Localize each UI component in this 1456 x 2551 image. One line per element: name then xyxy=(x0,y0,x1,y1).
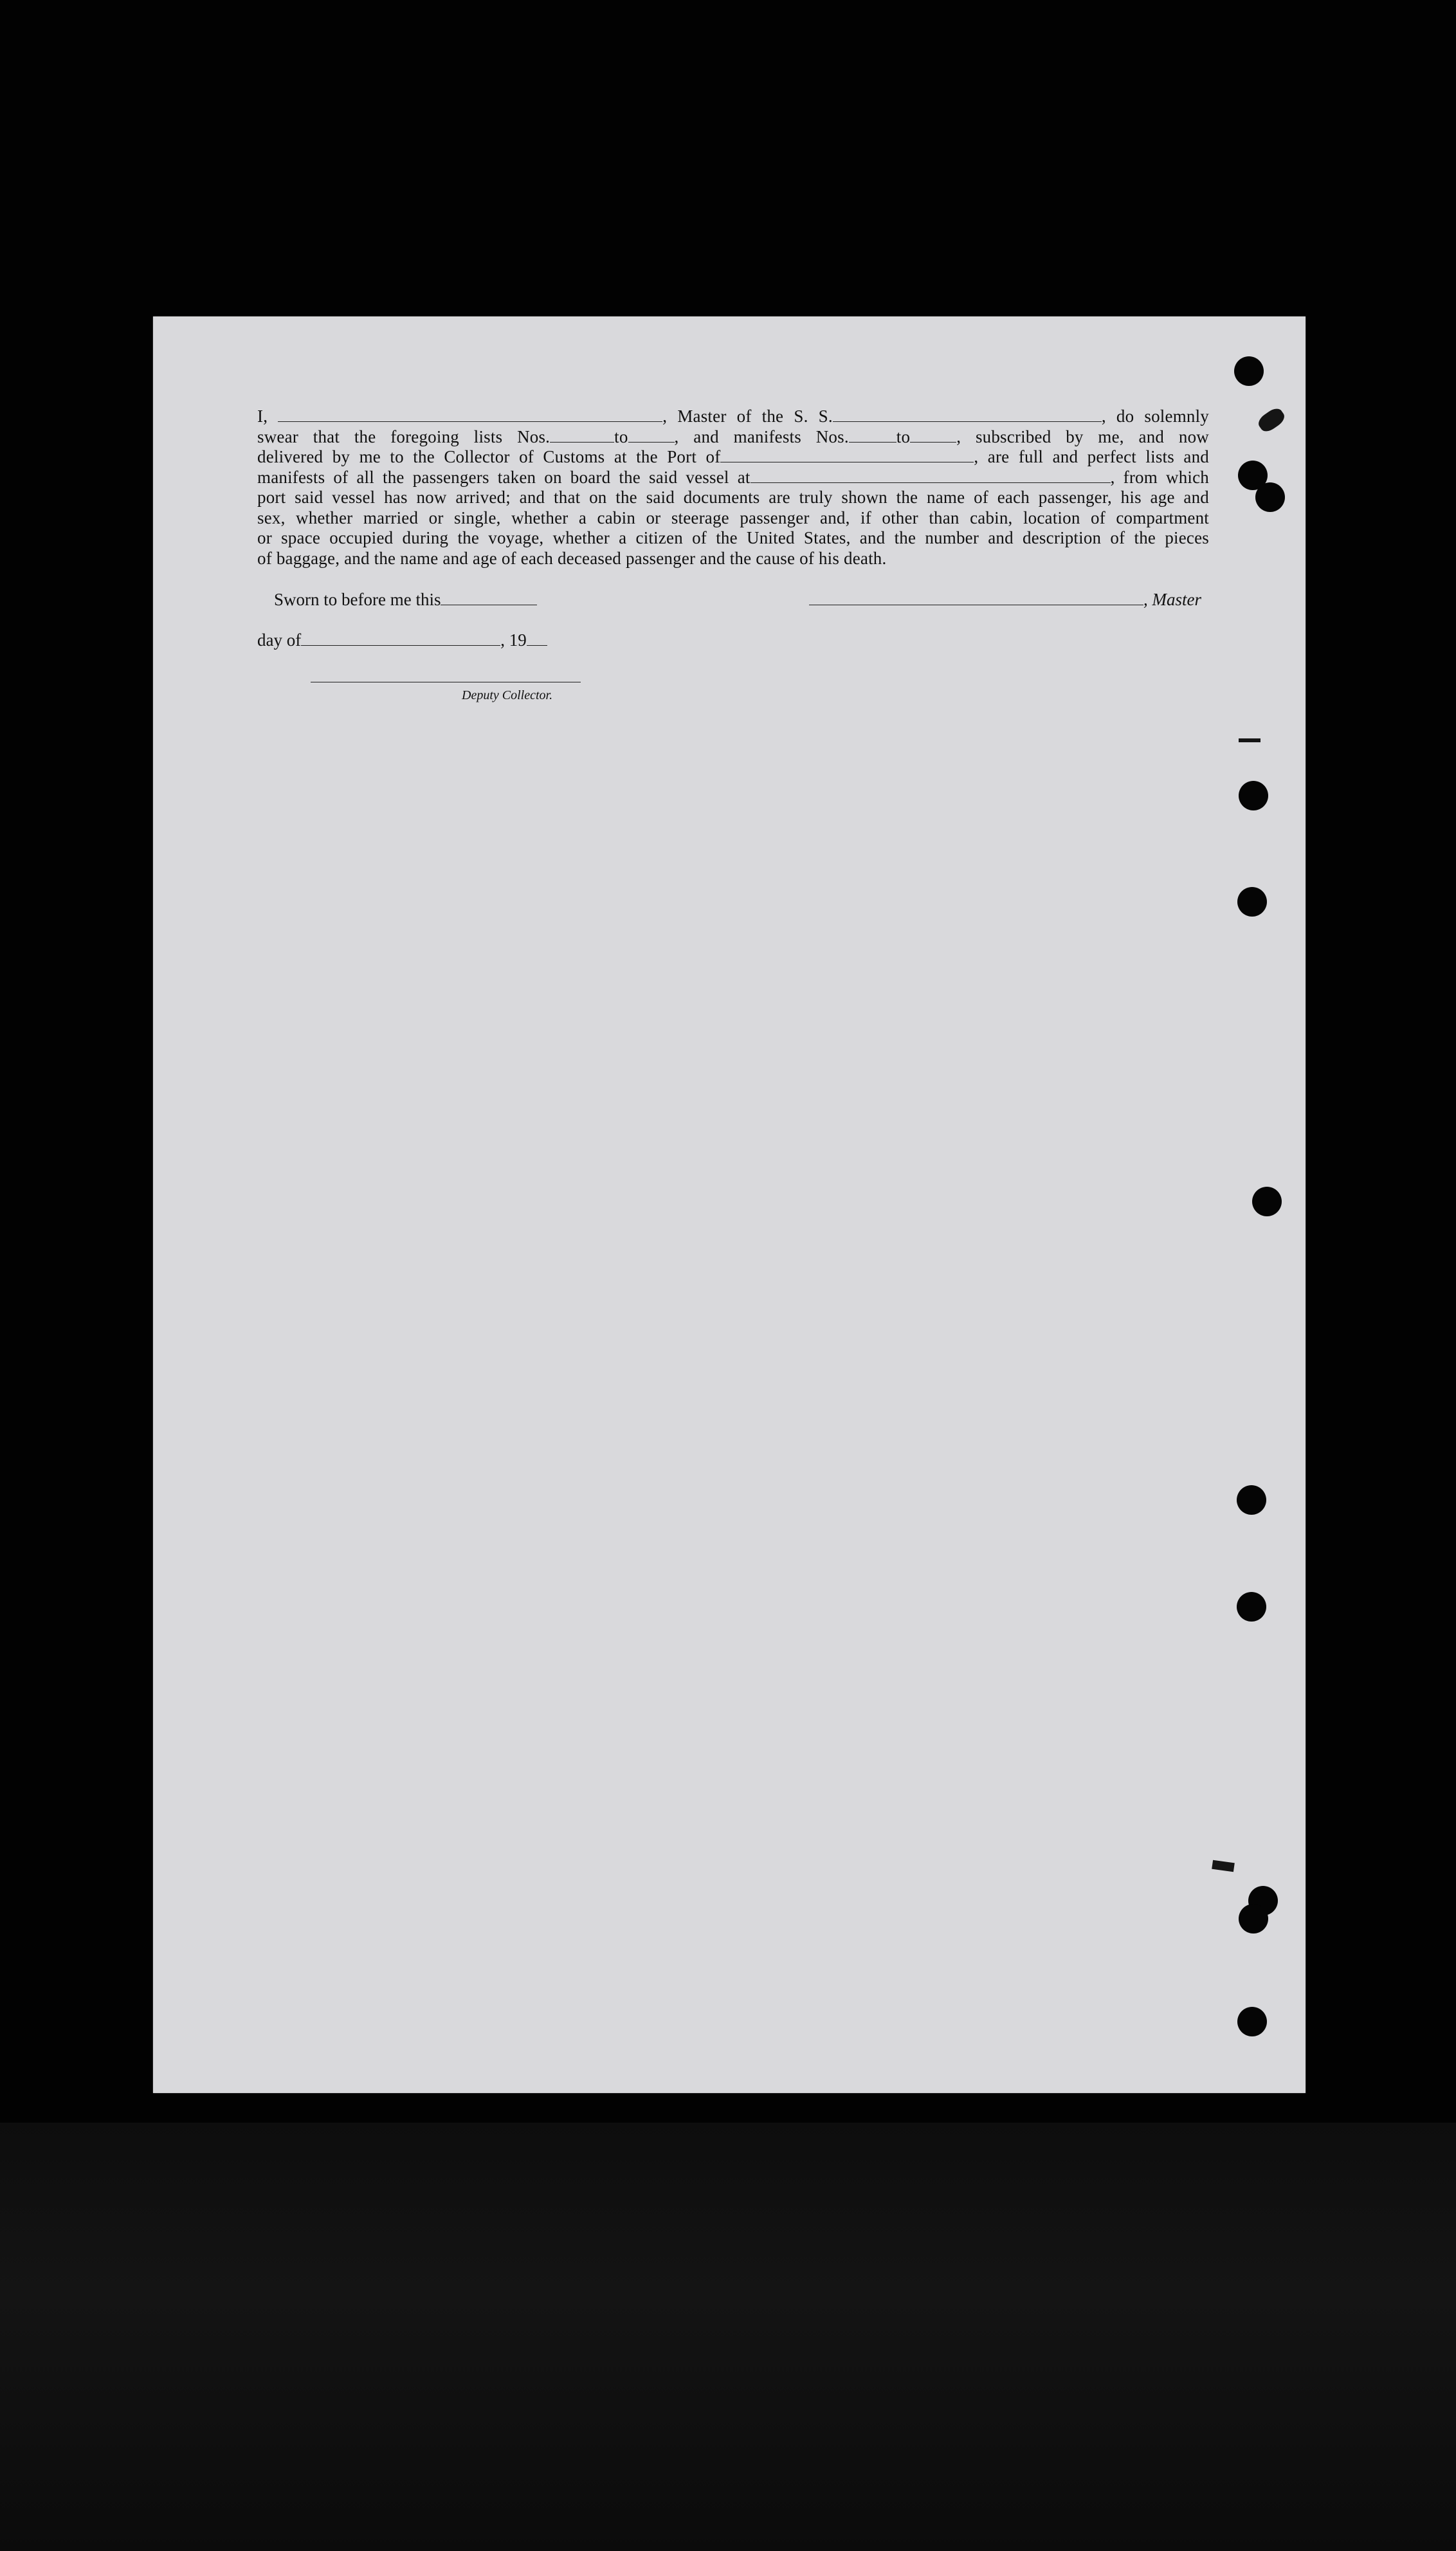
oath-line xyxy=(257,407,1209,427)
fill-in-blank xyxy=(720,449,974,462)
fill-in-blank xyxy=(849,429,896,443)
master-label: , Master xyxy=(1143,590,1201,609)
master-signature-line xyxy=(809,590,1201,610)
ink-smudge xyxy=(1255,405,1287,434)
scan-bottom-band xyxy=(0,2123,1456,2551)
punch-hole xyxy=(1237,1592,1266,1622)
fill-in-blank xyxy=(833,408,1102,422)
punch-hole xyxy=(1239,781,1268,810)
oath-text: , and manifests Nos. xyxy=(674,426,849,446)
punch-hole xyxy=(1234,356,1264,386)
oath-line xyxy=(257,427,1209,448)
fill-in-blank xyxy=(628,429,675,443)
oath-paragraph xyxy=(257,407,1209,569)
oath-text: to xyxy=(614,426,628,446)
punch-hole xyxy=(1252,1187,1282,1216)
punch-hole xyxy=(1237,2007,1267,2036)
punch-hole xyxy=(1255,482,1285,512)
oath-text: , Master of the S. S. xyxy=(662,407,833,426)
sworn-date-blank xyxy=(441,592,537,605)
day-of-blank xyxy=(301,632,500,646)
year-blank xyxy=(527,632,547,646)
oath-text: delivered by me to the Collector of Customs at the Port of xyxy=(257,447,721,466)
oath-text: swear that the foregoing lists Nos. xyxy=(257,426,551,446)
oath-text: or space occupied during the voyage, whether a citizen of the United States, and the number and description of the pieces xyxy=(257,528,1209,547)
oath-line xyxy=(257,528,1209,549)
oath-line xyxy=(257,508,1209,529)
oath-text: manifests of all the passengers taken on board the said vessel at xyxy=(257,467,751,487)
oath-text: , from which xyxy=(1110,467,1209,487)
year-prefix: , 19 xyxy=(500,630,527,650)
ink-smudge xyxy=(1212,1860,1235,1872)
manifest-page xyxy=(153,316,1306,2093)
sworn-line xyxy=(274,590,537,610)
oath-text: port said vessel has now arrived; and that on the said documents are truly shown the name of each passenger, his age and xyxy=(257,488,1209,507)
oath-line xyxy=(257,468,1209,488)
punch-hole xyxy=(1237,1485,1266,1515)
punch-hole xyxy=(1237,887,1267,917)
fill-in-blank xyxy=(751,470,1111,483)
oath-text: sex, whether married or single, whether a cabin or steerage passenger and, if other than cabin, location of compartment xyxy=(257,507,1209,527)
deputy-collector-label: Deputy Collector. xyxy=(462,688,553,702)
oath-text: I, xyxy=(257,407,278,426)
punch-hole xyxy=(1239,1904,1268,1934)
day-of-text: day of xyxy=(257,630,302,650)
sworn-text: Sworn to before me this xyxy=(274,590,441,609)
fill-in-blank xyxy=(550,429,614,443)
fill-in-blank xyxy=(278,408,662,422)
oath-text: , subscribed by me, and now xyxy=(956,426,1210,446)
oath-text: of baggage, and the name and age of each deceased passenger and the cause of his death. xyxy=(257,548,887,568)
day-of-line xyxy=(257,630,547,650)
oath-line xyxy=(257,488,1209,508)
oath-line xyxy=(257,447,1209,468)
fill-in-blank xyxy=(910,429,956,443)
oath-text: , are full and perfect lists and xyxy=(974,447,1209,466)
oath-line xyxy=(257,549,1209,569)
ink-smudge xyxy=(1239,738,1260,742)
oath-text: , do solemnly xyxy=(1101,407,1209,426)
oath-text: to xyxy=(896,426,911,446)
master-signature-blank xyxy=(809,592,1143,605)
